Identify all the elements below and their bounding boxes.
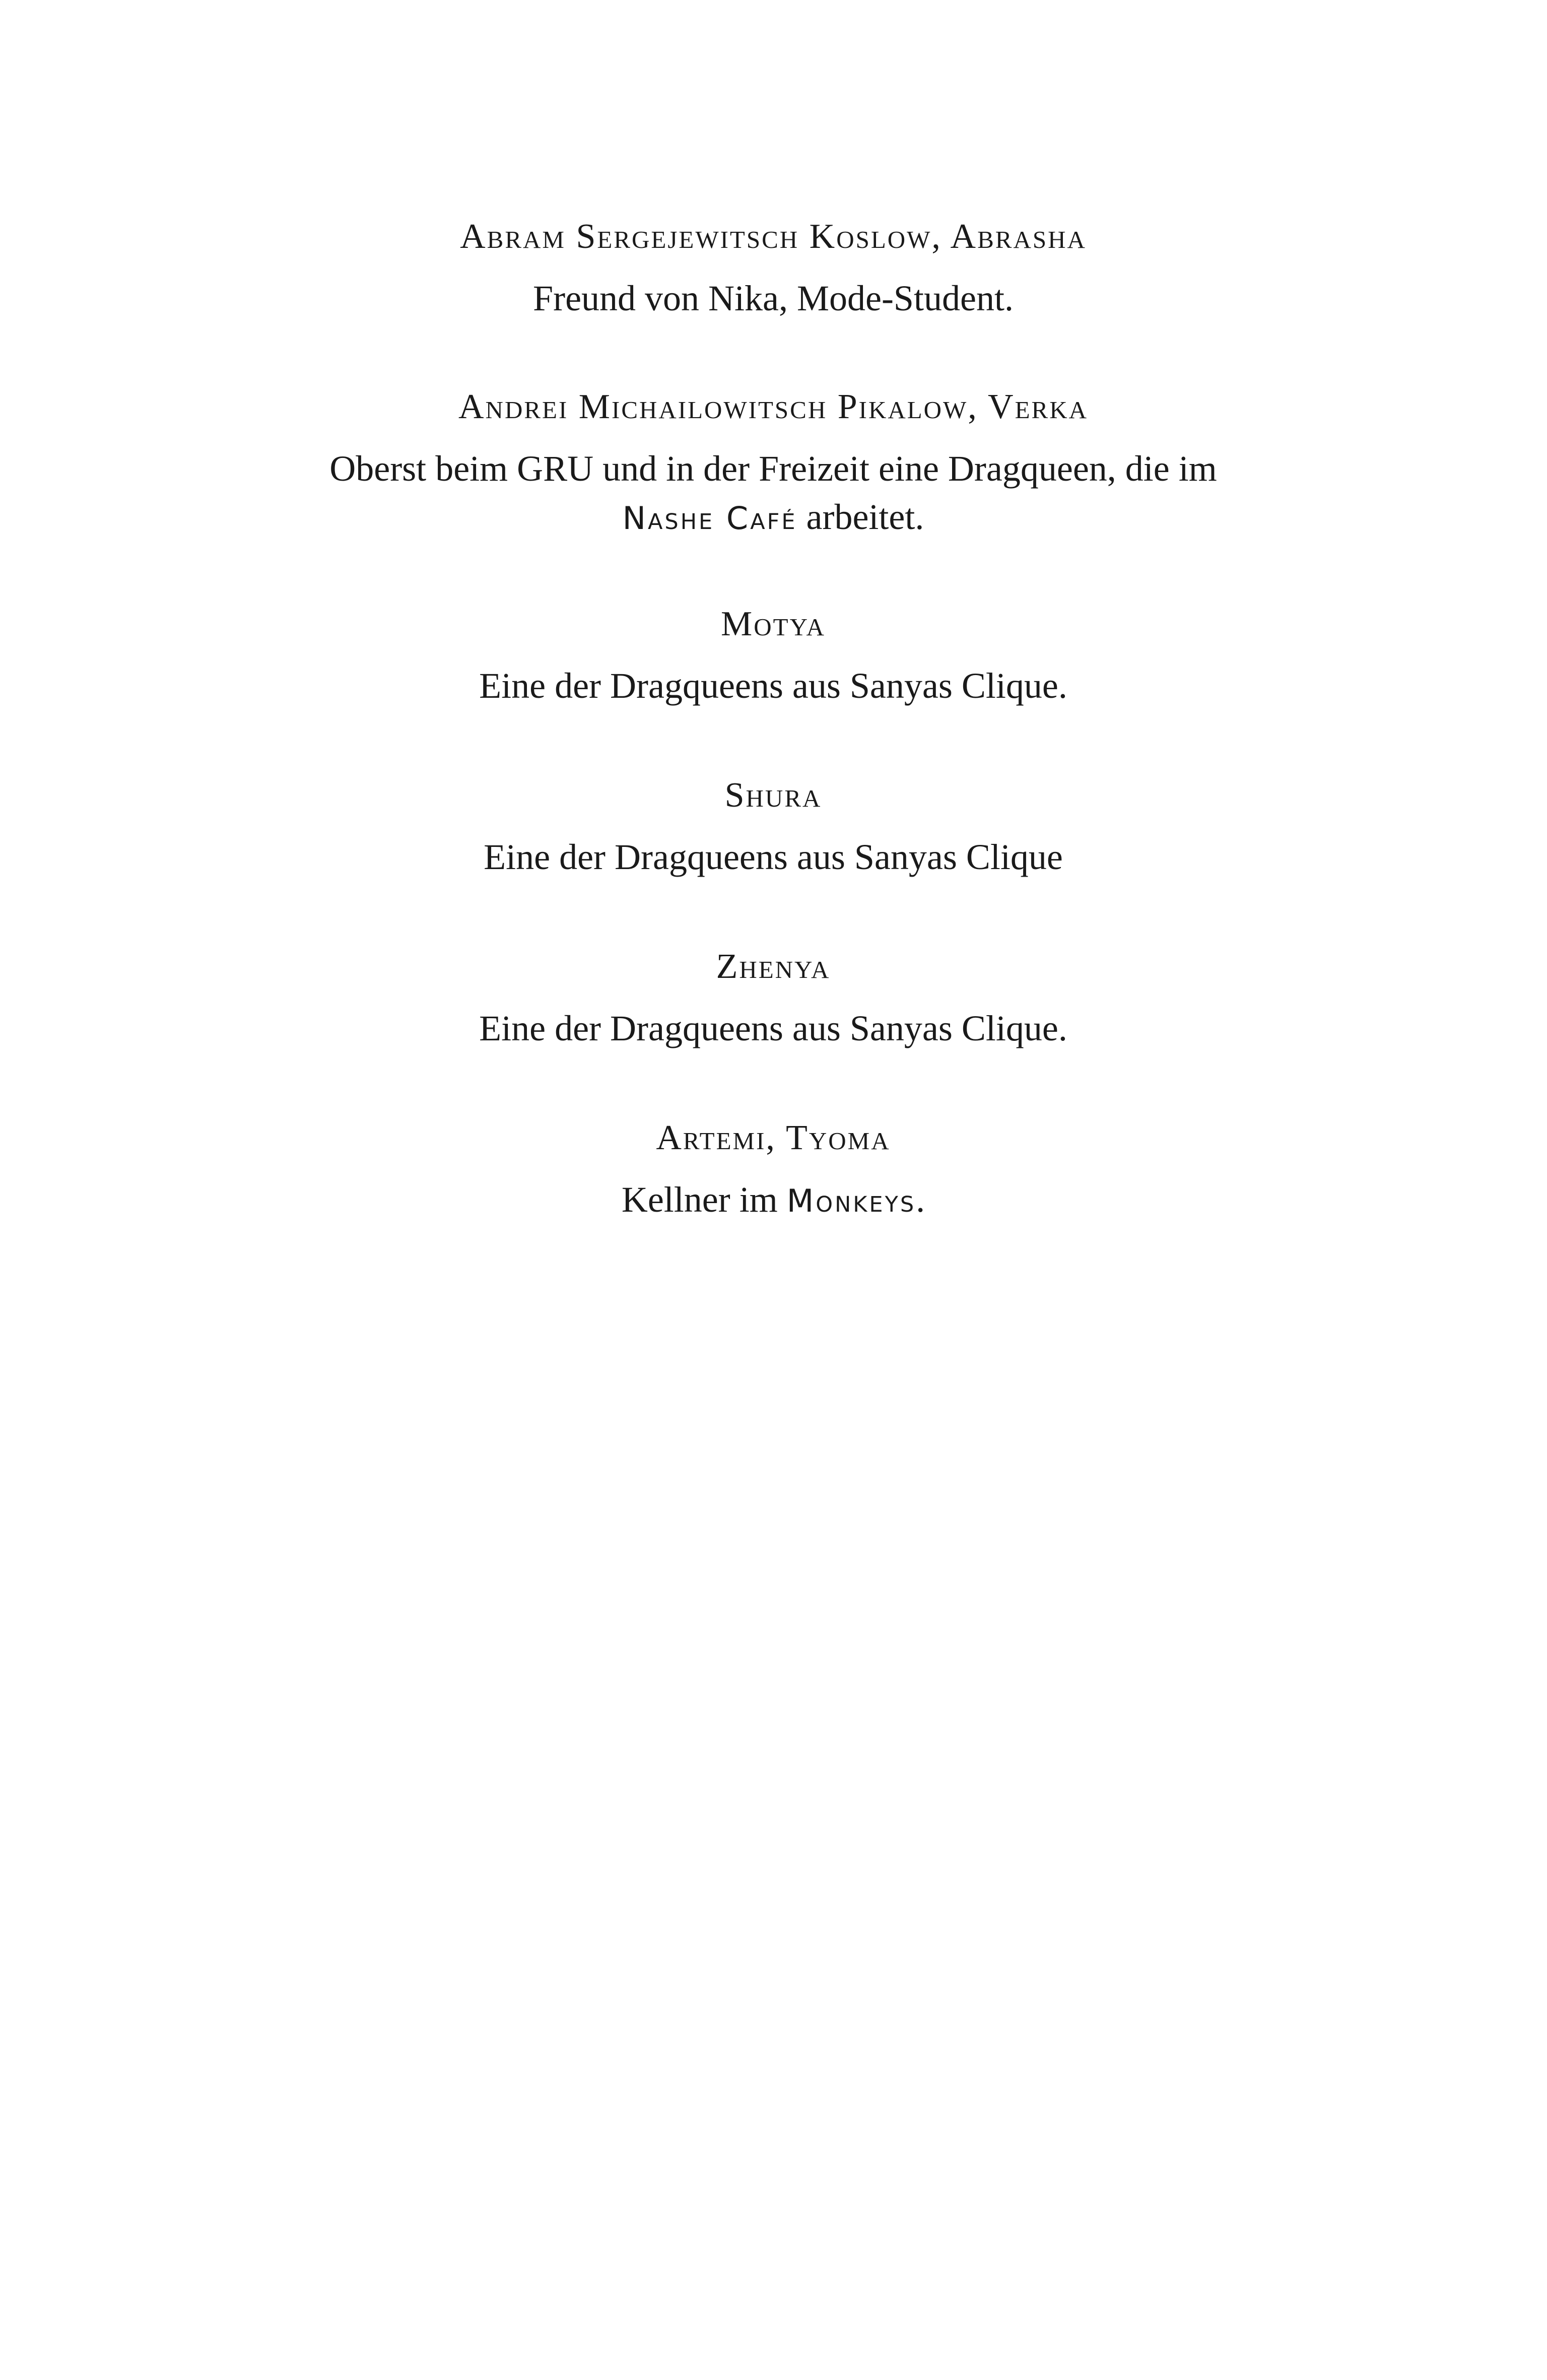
character-name: Artemi, Tyoma bbox=[656, 1118, 891, 1157]
venue-name: Monkeys bbox=[786, 1182, 916, 1219]
character-entry bbox=[282, 942, 1264, 1052]
description-text: arbeitet. bbox=[797, 497, 924, 537]
character-description: Eine der Dragqueens aus Sanyas Clique. bbox=[479, 666, 1067, 706]
character-entry bbox=[282, 1113, 1264, 1225]
character-description: Freund von Nika, Mode-Student. bbox=[533, 278, 1014, 318]
description-text: Oberst beim GRU und in der Freizeit eine Dragqueen, die im bbox=[329, 448, 1217, 489]
character-description bbox=[282, 444, 1264, 543]
character-description: Eine der Dragqueens aus Sanyas Clique bbox=[484, 837, 1063, 877]
description-text: Kellner im bbox=[621, 1179, 787, 1220]
character-name: Andrei Michailowitsch Pikalow, Verka bbox=[458, 387, 1088, 426]
character-entry bbox=[282, 599, 1264, 710]
character-description bbox=[282, 1175, 1264, 1225]
character-name: Shura bbox=[724, 776, 822, 815]
character-name: Zhenya bbox=[716, 947, 831, 986]
character-entry bbox=[282, 770, 1264, 881]
character-list bbox=[282, 212, 1264, 1225]
character-entry bbox=[282, 382, 1264, 543]
character-name: Abram Sergejewitsch Koslow, Abrasha bbox=[460, 217, 1087, 256]
character-name: Motya bbox=[721, 605, 826, 643]
venue-name: Nashe Café bbox=[622, 500, 797, 537]
description-text: . bbox=[916, 1179, 925, 1220]
character-entry bbox=[282, 212, 1264, 322]
character-description: Eine der Dragqueens aus Sanyas Clique. bbox=[479, 1008, 1067, 1048]
